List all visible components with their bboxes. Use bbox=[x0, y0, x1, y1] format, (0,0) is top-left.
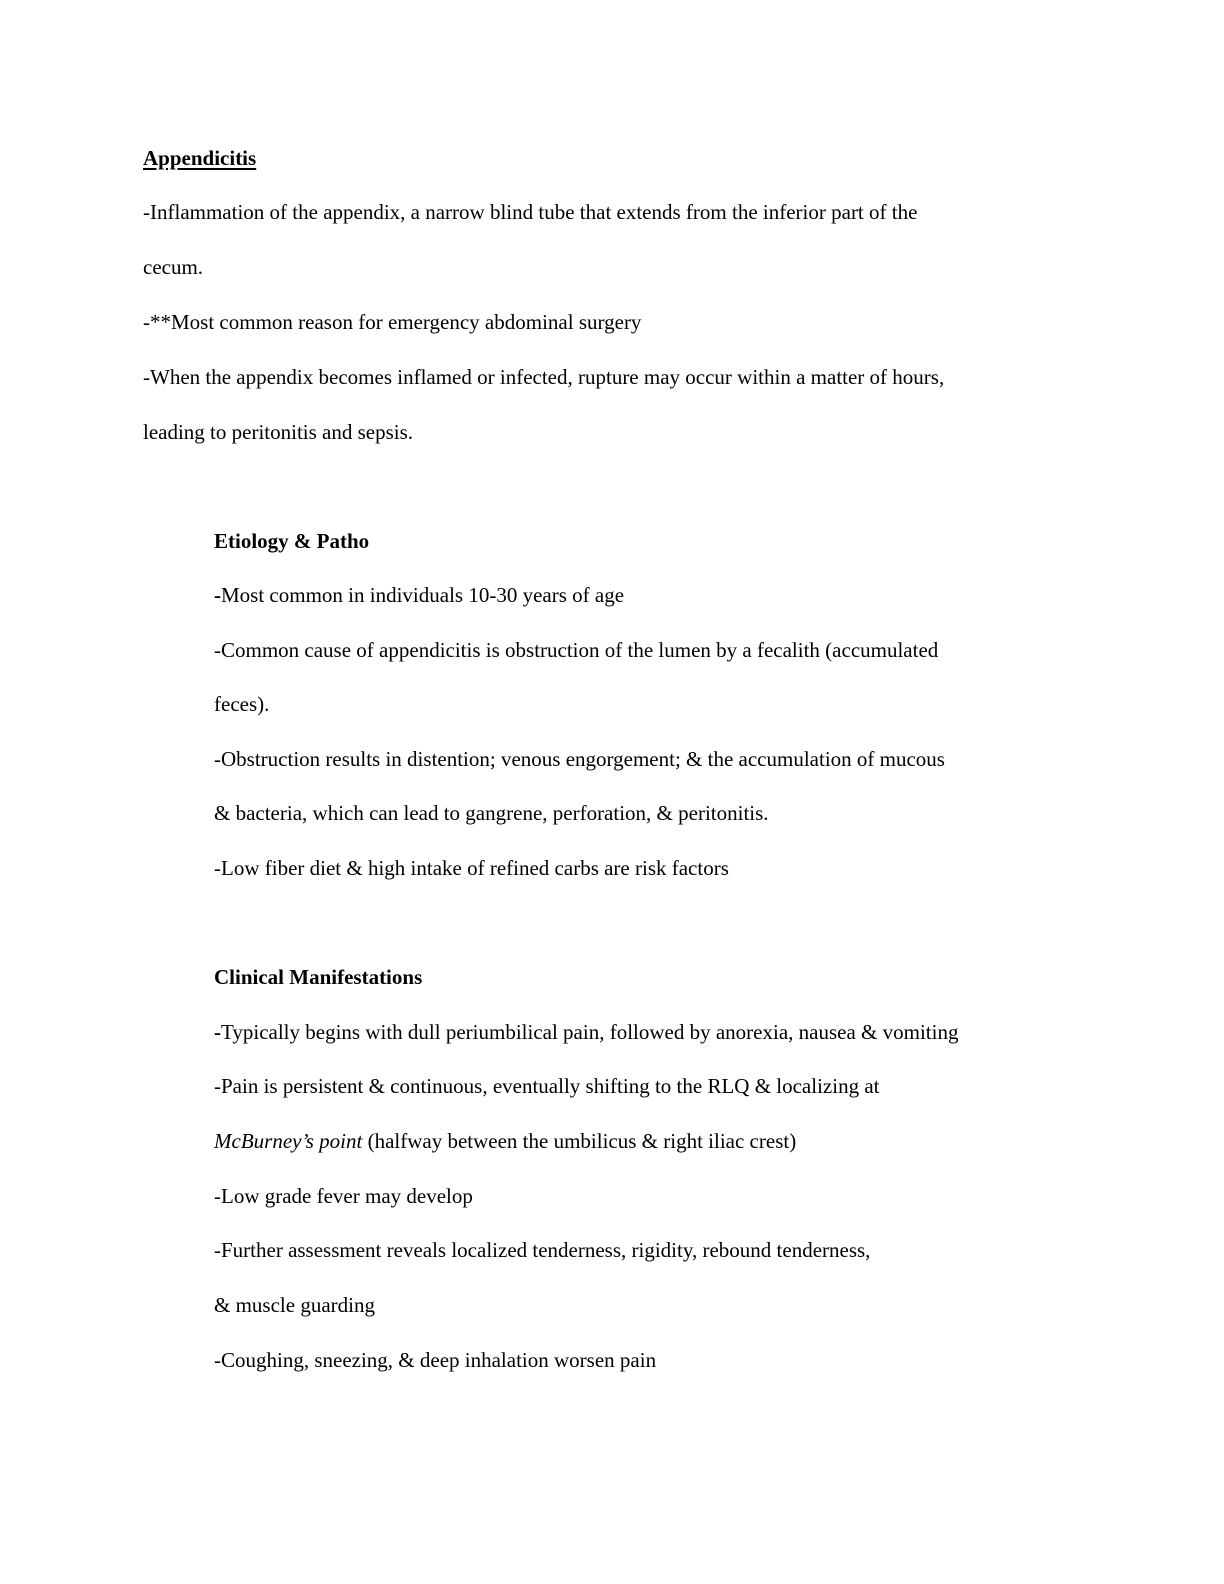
clinical-line: -Further assessment reveals localized tenderness, rigidity, rebound tenderness, bbox=[214, 1238, 871, 1262]
etiology-line: -Obstruction results in distention; venous engorgement; & the accumulation of mucous bbox=[214, 747, 945, 771]
mcburney-point-term: McBurney’s point bbox=[214, 1129, 363, 1153]
intro-line: -When the appendix becomes inflamed or infected, rupture may occur within a matter of hours, bbox=[143, 365, 945, 389]
etiology-line: -Common cause of appendicitis is obstruction of the lumen by a fecalith (accumulated bbox=[214, 638, 939, 662]
section-heading-etiology: Etiology & Patho bbox=[214, 529, 370, 553]
etiology-line: feces). bbox=[214, 692, 270, 716]
clinical-line bbox=[214, 1129, 796, 1153]
etiology-text: Most common in individuals 10-30 years of age bbox=[221, 583, 625, 607]
clinical-line: -Low grade fever may develop bbox=[214, 1184, 473, 1208]
page-title: Appendicitis bbox=[143, 146, 257, 170]
clinical-line: -Coughing, sneezing, & deep inhalation worsen pain bbox=[214, 1348, 657, 1372]
clinical-line: -Pain is persistent & continuous, eventually shifting to the RLQ & localizing at bbox=[214, 1074, 880, 1098]
intro-line: cecum. bbox=[143, 255, 204, 279]
clinical-text: Typically begins with dull periumbilical pain, followed by anorexia, nausea & vomiting bbox=[221, 1020, 959, 1044]
intro-line: -Inflammation of the appendix, a narrow blind tube that extends from the inferior part of the bbox=[143, 200, 918, 224]
dash: - bbox=[214, 583, 221, 607]
clinical-text: (halfway between the umbilicus & right iliac crest) bbox=[362, 1129, 797, 1153]
dash: - bbox=[214, 1020, 221, 1044]
intro-line: leading to peritonitis and sepsis. bbox=[143, 420, 414, 444]
etiology-line: & bacteria, which can lead to gangrene, perforation, & peritonitis. bbox=[214, 801, 769, 825]
section-heading-clinical: Clinical Manifestations bbox=[214, 965, 423, 989]
clinical-line bbox=[214, 1020, 958, 1044]
etiology-line bbox=[214, 583, 624, 607]
etiology-line: -Low fiber diet & high intake of refined carbs are risk factors bbox=[214, 856, 729, 880]
intro-line: -**Most common reason for emergency abdominal surgery bbox=[143, 310, 642, 334]
clinical-line: & muscle guarding bbox=[214, 1293, 375, 1317]
